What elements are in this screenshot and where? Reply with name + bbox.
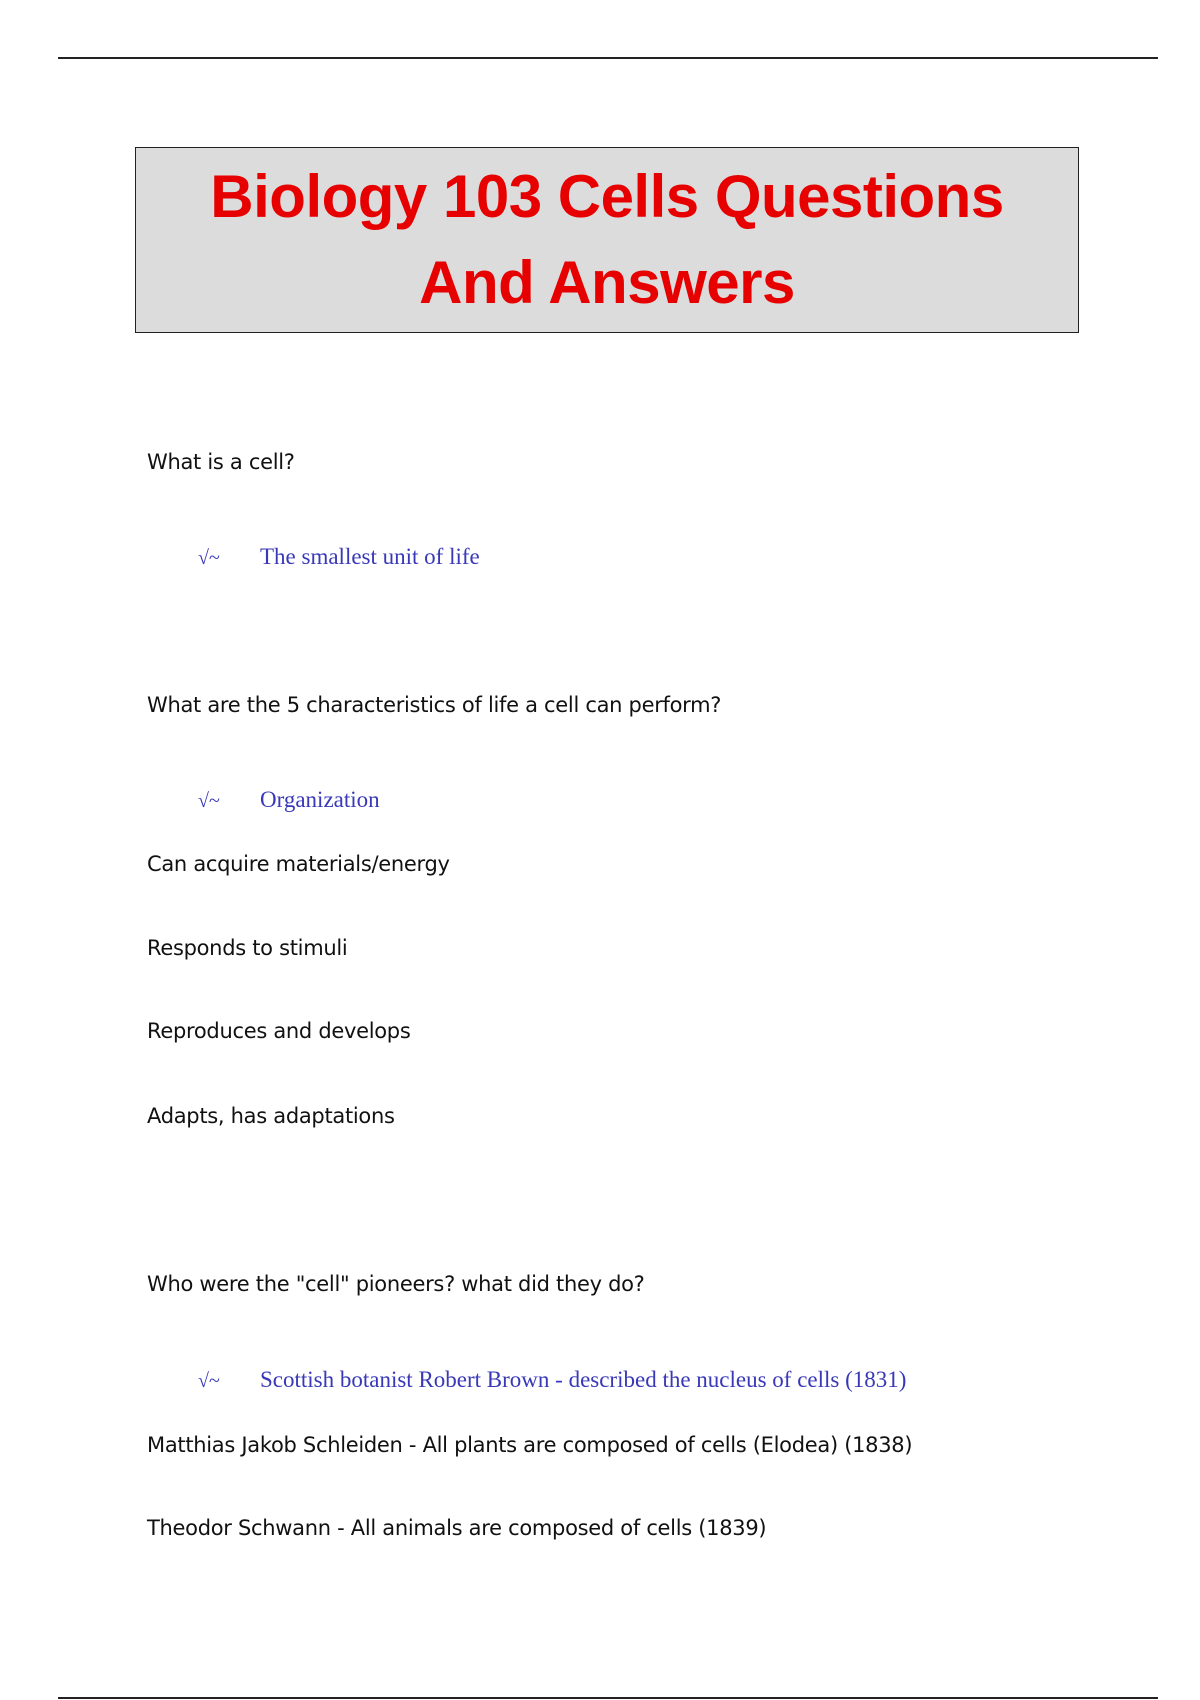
header-rule — [58, 57, 1158, 59]
answer-line: Adapts, has adaptations — [147, 1104, 395, 1128]
check-icon: √~ — [198, 790, 220, 812]
answer-line: Can acquire materials/energy — [147, 852, 450, 876]
check-icon: √~ — [198, 547, 220, 569]
answer-text: Organization — [260, 787, 380, 812]
footer-rule — [58, 1697, 1158, 1699]
question-3: Who were the "cell" pioneers? what did they do? — [147, 1272, 645, 1296]
title-line-1: Biology 103 Cells Questions — [210, 163, 1004, 230]
question-1: What is a cell? — [147, 450, 295, 474]
title-box — [135, 147, 1079, 333]
question-2: What are the 5 characteristics of life a cell can perform? — [147, 693, 722, 717]
answer-line: Responds to stimuli — [147, 936, 348, 960]
check-icon: √~ — [198, 1370, 220, 1392]
answer-1 — [198, 544, 480, 570]
answer-3 — [198, 1367, 906, 1393]
answer-text: The smallest unit of life — [260, 544, 480, 569]
answer-2 — [198, 787, 380, 813]
title-line-2: And Answers — [419, 249, 795, 316]
answer-line: Matthias Jakob Schleiden - All plants are composed of cells (Elodea) (1838) — [147, 1433, 913, 1457]
answer-text: Scottish botanist Robert Brown - described the nucleus of cells (1831) — [260, 1367, 907, 1392]
answer-line: Theodor Schwann - All animals are composed of cells (1839) — [147, 1516, 767, 1540]
answer-line: Reproduces and develops — [147, 1019, 411, 1043]
